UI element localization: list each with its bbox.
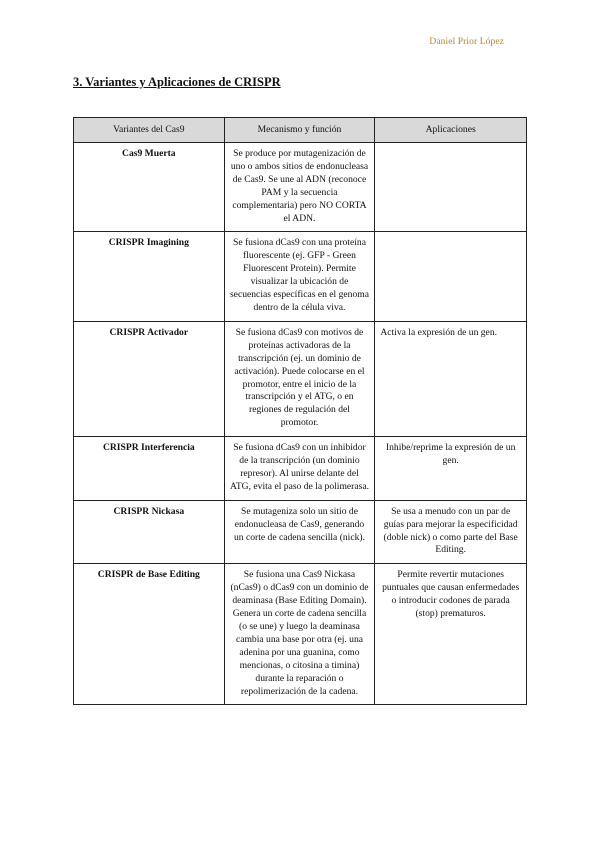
mechanism-cell: Se fusiona una Cas9 Nickasa (nCas9) o dCas9 con un dominio de deaminasa (Base Editing Domain). Genera un corte de cadena sencilla (o se une) y luego la deaminasa cambia una base por otra (ej. una adenina por una guanina, como mencionas, o citosina a timina) durante la reparación o repolimerización de la cadena. [224, 564, 375, 705]
mechanism-cell: Se mutageniza solo un sitio de endonucleasa de Cas9, generando un corte de cadena sencilla (nick). [224, 500, 375, 564]
table-row [74, 437, 527, 501]
section-title: 3. Variantes y Aplicaciones de CRISPR [73, 75, 281, 89]
table-row [74, 232, 527, 321]
table-row [74, 321, 527, 436]
mechanism-cell: Se fusiona dCas9 con un inhibidor de la transcripción (un dominio represor). Al unirse delante del ATG, evita el paso de la polimerasa. [224, 437, 375, 501]
author-name: Daniel Prior López [429, 37, 504, 47]
mechanism-cell: Se produce por mutagenización de uno o ambos sitios de endonucleasa de Cas9. Se une al ADN (reconoce PAM y la secuencia complementaria) pero NO CORTA el ADN. [224, 143, 375, 232]
table-row [74, 143, 527, 232]
variant-cell: Cas9 Muerta [74, 143, 225, 232]
column-header-applications: Aplicaciones [375, 118, 527, 143]
application-cell: Se usa a menudo con un par de guías para mejorar la especificidad (doble nick) o como parte del Base Editing. [375, 500, 527, 564]
variant-cell: CRISPR Interferencia [74, 437, 225, 501]
table-header-row [74, 118, 527, 143]
variant-cell: CRISPR Activador [74, 321, 225, 436]
application-cell: Activa la expresión de un gen. [375, 321, 527, 436]
column-header-mechanism: Mecanismo y función [224, 118, 375, 143]
table-row [74, 500, 527, 564]
mechanism-cell: Se fusiona dCas9 con motivos de proteínas activadoras de la transcripción (ej. un dominio de activación). Puede colocarse en el promotor, entre el inicio de la transcripción y el ATG, o en regiones de regulación del promotor. [224, 321, 375, 436]
crispr-variants-table [73, 117, 527, 705]
variant-cell: CRISPR Nickasa [74, 500, 225, 564]
mechanism-cell: Se fusiona dCas9 con una proteína fluorescente (ej. GFP - Green Fluorescent Protein). Permite visualizar la ubicación de secuencias específicas en el genoma dentro de la célula viva. [224, 232, 375, 321]
application-cell: Inhibe/reprime la expresión de un gen. [375, 437, 527, 501]
application-cell [375, 232, 527, 321]
column-header-variant: Variantes del Cas9 [74, 118, 225, 143]
variant-cell: CRISPR Imagining [74, 232, 225, 321]
application-cell: Permite revertir mutaciones puntuales que causan enfermedades o introducir codones de parada (stop) prematuros. [375, 564, 527, 705]
table-row [74, 564, 527, 705]
variant-cell: CRISPR de Base Editing [74, 564, 225, 705]
application-cell [375, 143, 527, 232]
